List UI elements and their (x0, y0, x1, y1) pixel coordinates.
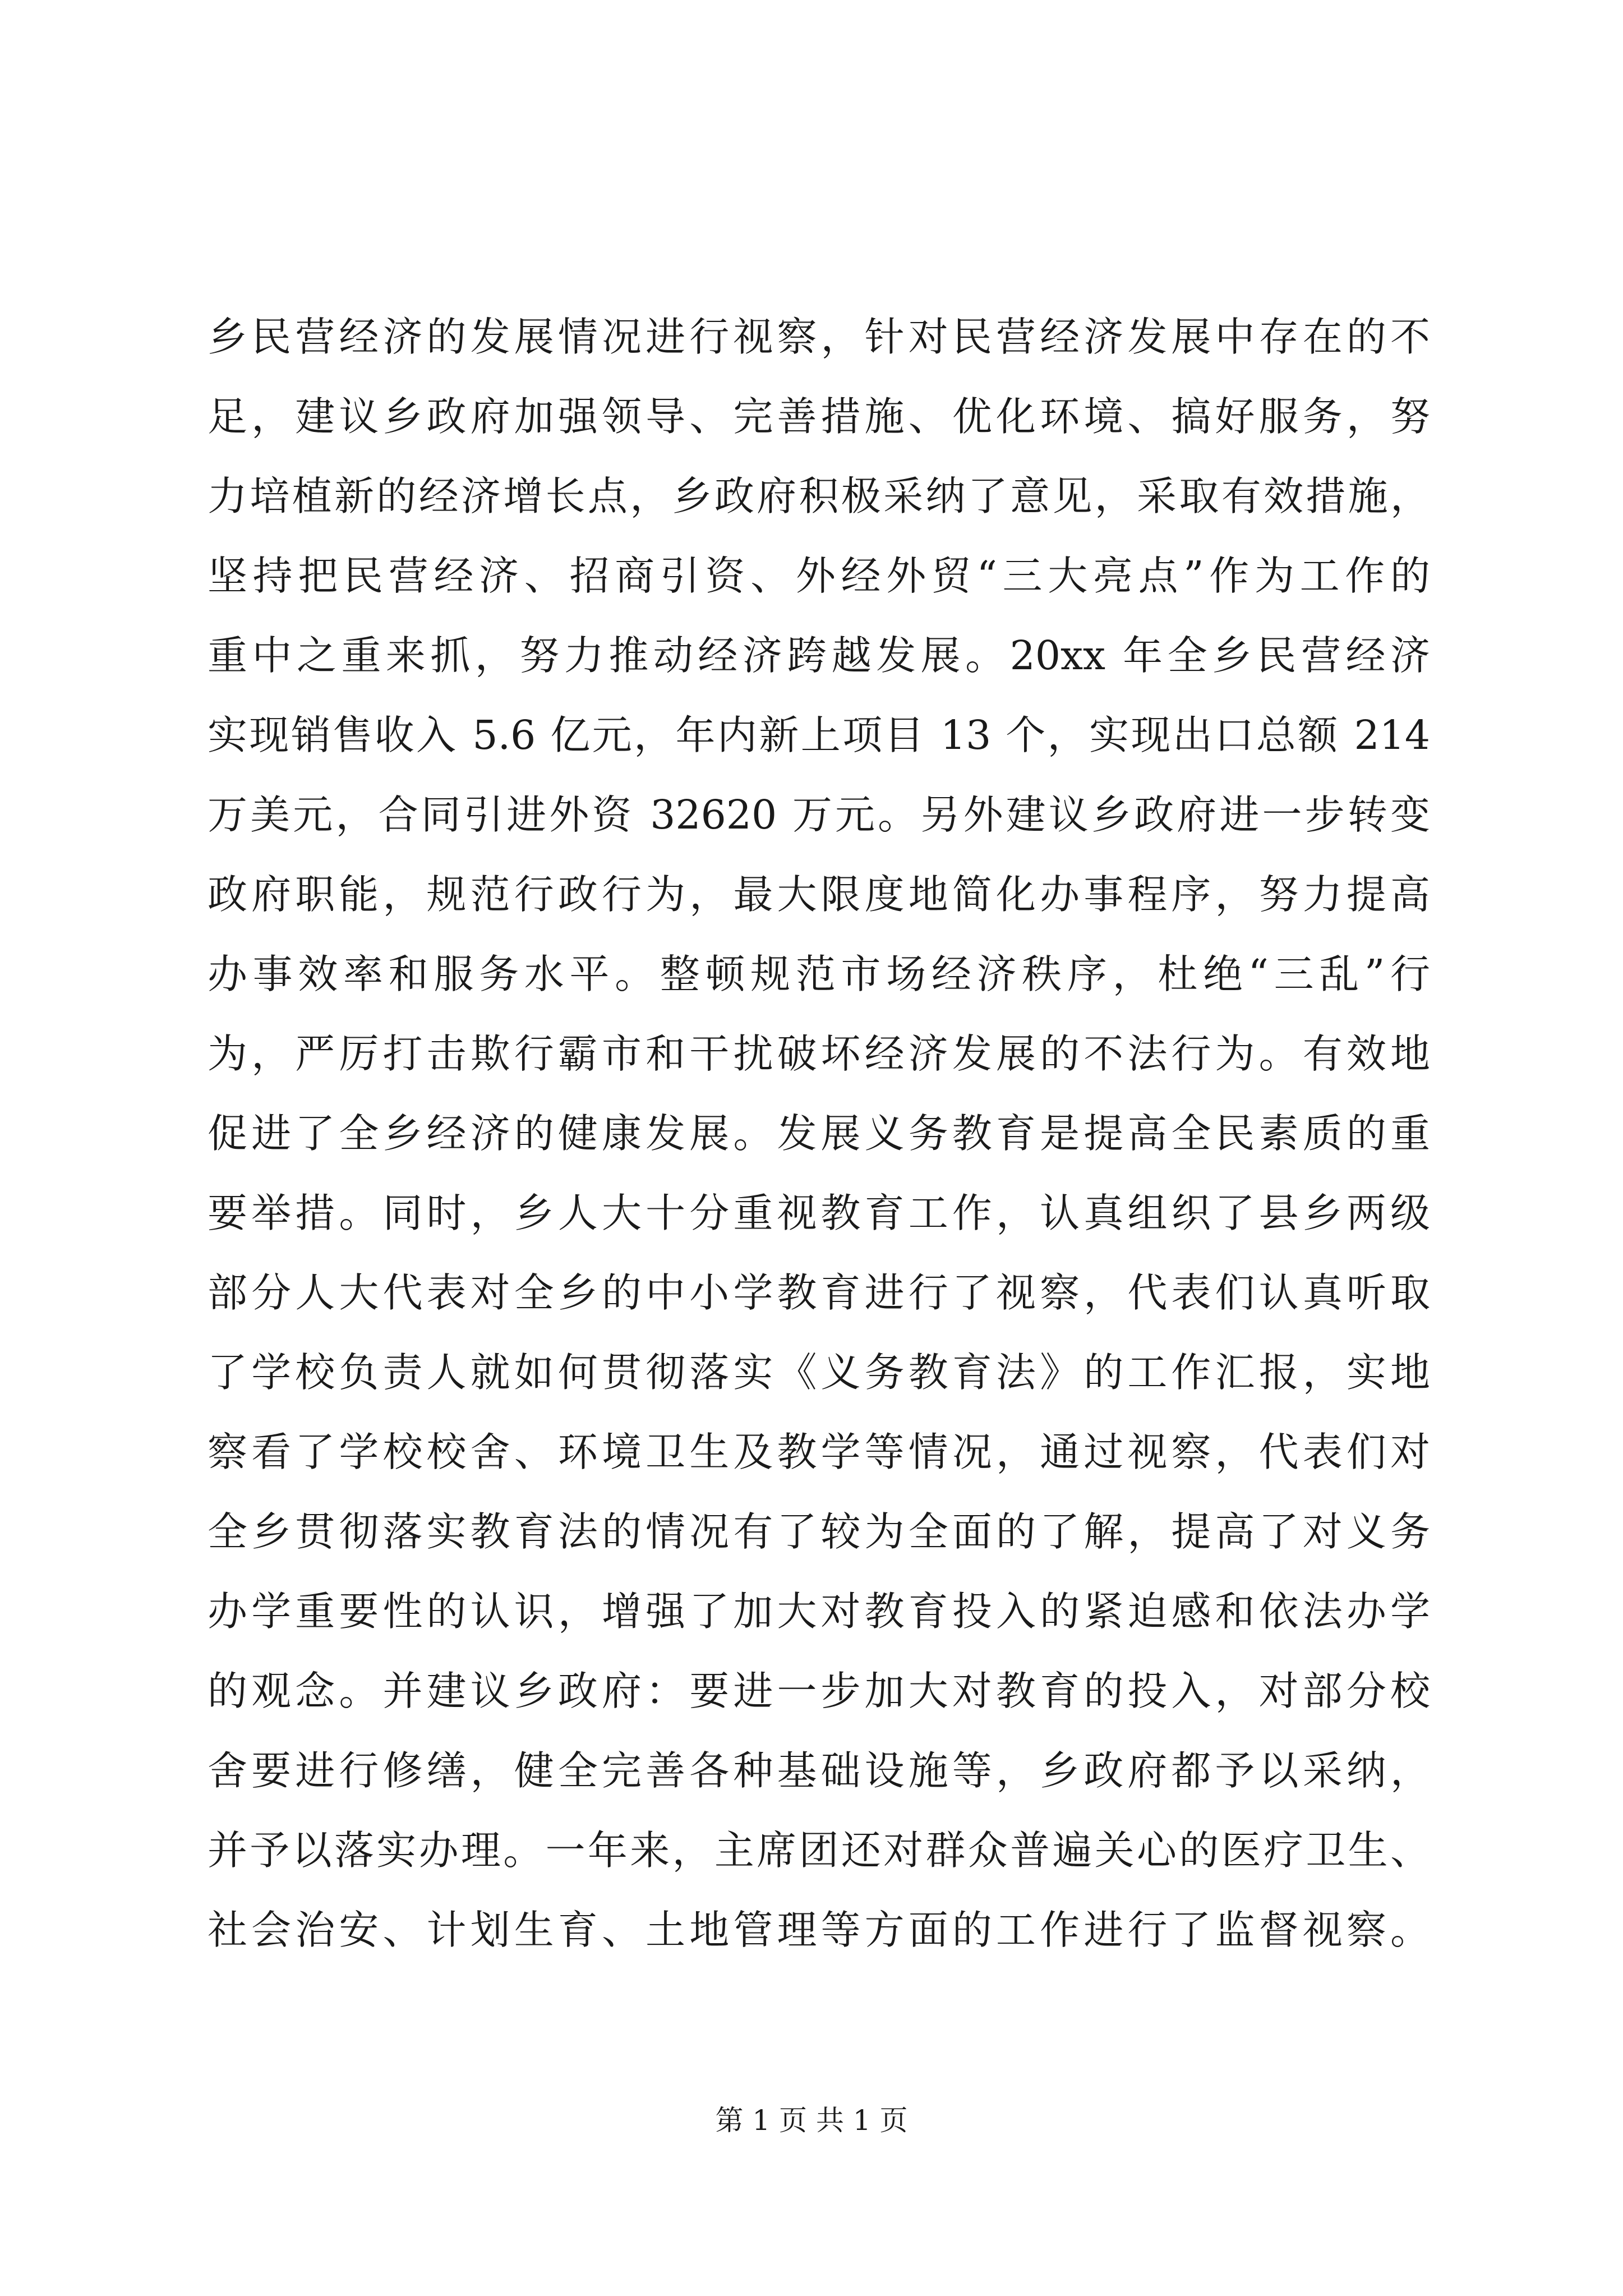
page-number-label: 第 1 页 共 1 页 (715, 2104, 908, 2137)
text-line: 的观念。并建议乡政府：要进一步加大对教育的投入，对部分校 (208, 1668, 1430, 1714)
text-line: 并予以落实办理。一年来，主席团还对群众普遍关心的医疗卫生、 (208, 1827, 1430, 1874)
text-line: 乡民营经济的发展情况进行视察，针对民营经济发展中存在的不 (208, 314, 1430, 360)
text-line: 舍要进行修缮，健全完善各种基础设施等，乡政府都予以采纳， (208, 1747, 1430, 1794)
text-line: 实现销售收入 5.6 亿元，年内新上项目 13 个，实现出口总额 214 (208, 712, 1430, 758)
text-line: 全乡贯彻落实教育法的情况有了较为全面的了解，提高了对义务 (208, 1508, 1430, 1555)
text-line: 办事效率和服务水平。整顿规范市场经济秩序，杜绝“三乱”行 (208, 951, 1430, 997)
text-line: 万美元，合同引进外资 32620 万元。另外建议乡政府进一步转变 (208, 792, 1430, 838)
text-line: 察看了学校校舍、环境卫生及教学等情况，通过视察，代表们对 (208, 1429, 1430, 1475)
text-line: 社会治安、计划生育、土地管理等方面的工作进行了监督视察。 (208, 1907, 1430, 1953)
text-line: 重中之重来抓，努力推动经济跨越发展。20xx 年全乡民营经济 (208, 632, 1430, 679)
text-line: 力培植新的经济增长点，乡政府积极采纳了意见，采取有效措施， (208, 473, 1430, 519)
text-line: 了学校负责人就如何贯彻落实《义务教育法》的工作汇报，实地 (208, 1349, 1430, 1396)
text-line: 坚持把民营经济、招商引资、外经外贸“三大亮点”作为工作的 (208, 553, 1430, 599)
text-line: 部分人大代表对全乡的中小学教育进行了视察，代表们认真听取 (208, 1269, 1430, 1316)
text-line: 办学重要性的认识，增强了加大对教育投入的紧迫感和依法办学 (208, 1588, 1430, 1635)
text-line: 政府职能，规范行政行为，最大限度地简化办事程序，努力提高 (208, 871, 1430, 918)
body-paragraph (208, 297, 1430, 1970)
text-line: 要举措。同时，乡人大十分重视教育工作，认真组织了县乡两级 (208, 1190, 1430, 1236)
text-line: 足，建议乡政府加强领导、完善措施、优化环境、搞好服务，努 (208, 393, 1430, 440)
text-line: 促进了全乡经济的健康发展。发展义务教育是提高全民素质的重 (208, 1110, 1430, 1157)
text-line: 为，严厉打击欺行霸市和干扰破坏经济发展的不法行为。有效地 (208, 1030, 1430, 1077)
page-footer (0, 2101, 1623, 2140)
